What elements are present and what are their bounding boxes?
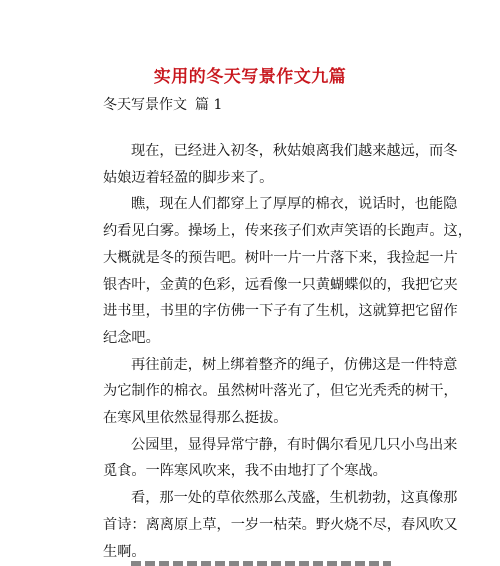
paragraph-line: 再往前走，树上绑着整齐的绳子，仿佛这是一件特意 xyxy=(131,356,458,373)
paragraph-2 xyxy=(103,191,472,351)
paragraph-line: 瞧，现在人们都穿上了厚厚的棉衣，说话时，也能隐 xyxy=(131,196,458,213)
paragraph-line: 在寒风里依然显得那么挺拔。 xyxy=(103,410,288,427)
document-title: 实用的冬天写景作文九篇 xyxy=(153,67,347,87)
paragraph-line: 为它制作的棉衣。虽然树叶落光了，但它光秃秃的树干， xyxy=(103,383,458,400)
cut-off-text-fragment xyxy=(131,561,391,566)
paragraph-1 xyxy=(103,138,458,191)
paragraph-4 xyxy=(103,432,458,485)
article-body xyxy=(103,138,472,565)
paragraph-line: 约看见白雾。操场上，传来孩子们欢声笑语的长跑声。这， xyxy=(103,223,472,240)
paragraph-line: 进书里，书里的字仿佛一下子有了生机，这就算把它留作 xyxy=(103,303,458,320)
paragraph-line: 银杏叶，金黄的色彩，远看像一只黄蝴蝶似的，我把它夹 xyxy=(103,276,458,293)
section-heading xyxy=(103,94,222,114)
section-heading-part: 篇 1 xyxy=(195,97,223,113)
section-heading-label: 冬天写景作文 xyxy=(103,97,187,113)
paragraph-line: 现在，已经进入初冬，秋姑娘离我们越来越远，而冬 xyxy=(131,143,458,159)
paragraph-line: 生啊。 xyxy=(103,543,146,560)
paragraph-line: 大概就是冬的预告吧。树叶一片一片落下来，我捡起一片 xyxy=(103,249,458,266)
paragraph-line: 公园里，显得异常宁静，有时偶尔看见几只小鸟出来 xyxy=(131,436,458,453)
cut-off-text-line xyxy=(131,552,391,566)
paragraph-line: 觅食。一阵寒风吹来，我不由地打了个寒战。 xyxy=(103,463,387,480)
paragraph-line: 纪念吧。 xyxy=(103,329,160,346)
paragraph-3 xyxy=(103,352,458,432)
paragraph-line: 看，那一处的草依然那么茂盛，生机勃勃，这真像那 xyxy=(131,490,458,507)
paragraph-line: 姑娘迈着轻盈的脚步来了。 xyxy=(103,169,274,186)
paragraph-line: 首诗：离离原上草，一岁一枯荣。野火烧不尽，春风吹又 xyxy=(103,516,458,533)
